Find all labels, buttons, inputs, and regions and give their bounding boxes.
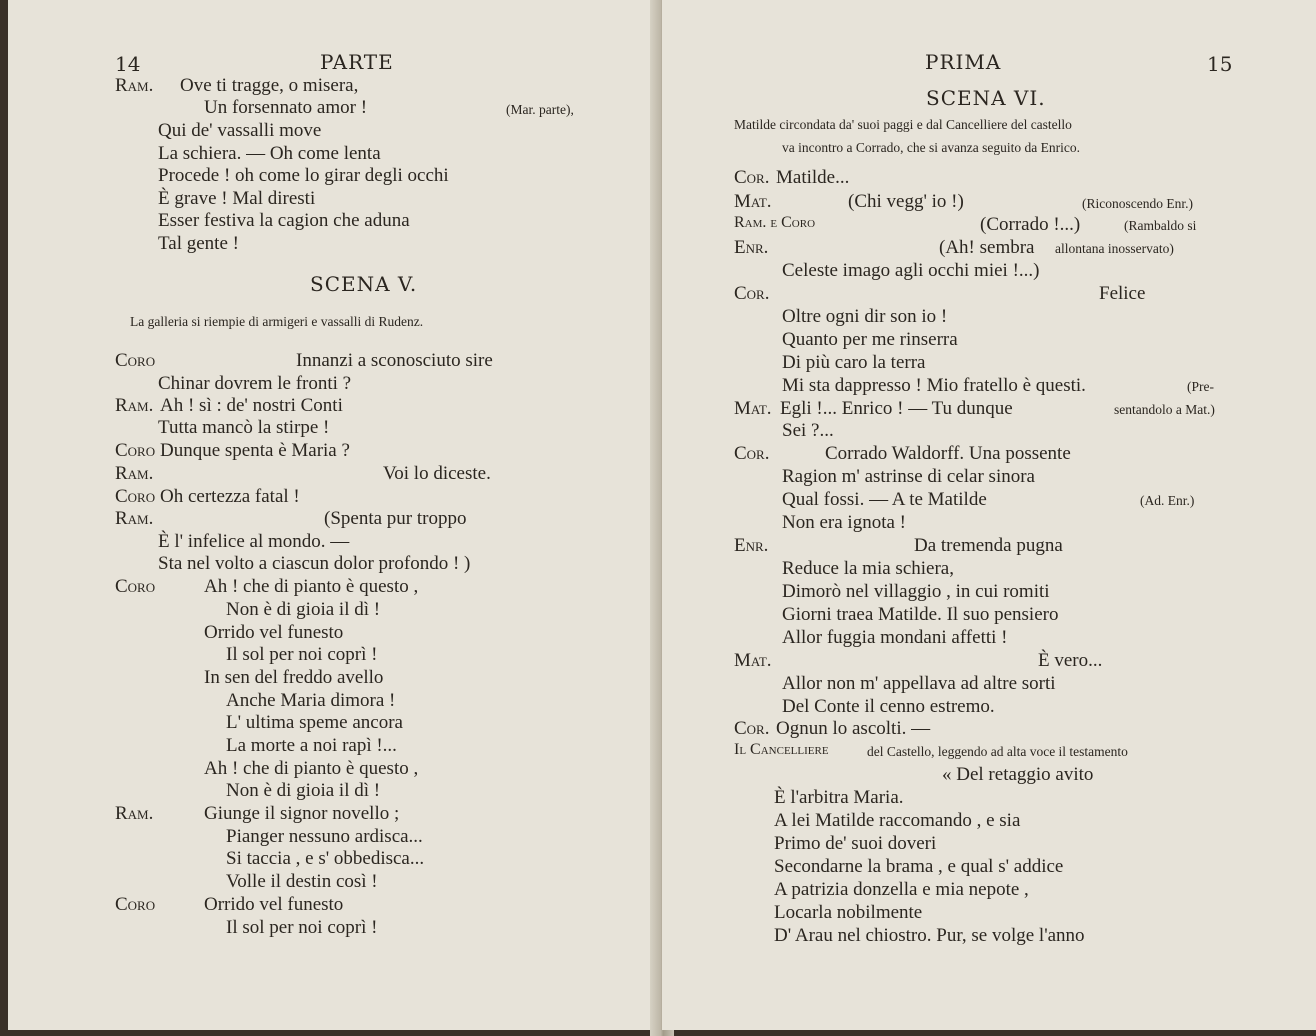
- verse-line: Oh certezza fatal !: [160, 486, 300, 507]
- verse-line: Chinar dovrem le fronti ?: [158, 373, 352, 394]
- verse-line: Egli !... Enrico ! — Tu dunque: [780, 398, 1013, 419]
- stage-note: (Mar. parte),: [506, 102, 574, 117]
- verse-line: (Spenta pur troppo: [324, 508, 467, 529]
- verse-line: Dimorò nel villaggio , in cui romiti: [782, 581, 1050, 602]
- stage-note: (Riconoscendo Enr.): [1082, 196, 1193, 211]
- verse-line: Il sol per noi coprì !: [226, 644, 378, 665]
- speaker-label: Coro: [115, 440, 156, 461]
- scene-title: SCENA V.: [310, 272, 418, 296]
- verse-line: Allor non m' appellava ad altre sorti: [782, 673, 1056, 694]
- stage-note: (Ad. Enr.): [1140, 493, 1195, 508]
- verse-line: Oltre ogni dir son io !: [782, 306, 948, 327]
- verse-line: È l' infelice al mondo. —: [158, 531, 350, 552]
- verse-line: È l'arbitra Maria.: [774, 787, 904, 808]
- verse-line: A patrizia donzella e mia nepote ,: [774, 879, 1029, 900]
- verse-line: Innanzi a sconosciuto sire: [296, 350, 493, 371]
- verse-line: Celeste imago agli occhi miei !...): [782, 260, 1040, 281]
- running-head: PRIMA: [925, 50, 1002, 74]
- speaker-label: Cor.: [734, 283, 770, 304]
- verse-line: A lei Matilde raccomando , e sia: [774, 810, 1021, 831]
- verse-line: Sta nel volto a ciascun dolor profondo ! ): [158, 553, 471, 574]
- verse-line: È grave ! Mal diresti: [158, 188, 316, 209]
- verse-line: Orrido vel funesto: [204, 894, 344, 915]
- stage-note: (Rambaldo si: [1124, 218, 1197, 233]
- stage-note: sentandolo a Mat.): [1114, 402, 1215, 417]
- verse-line: La schiera. — Oh come lenta: [158, 143, 381, 164]
- verse-line: Corrado Waldorff. Una possente: [825, 443, 1071, 464]
- speaker-label: Coro: [115, 486, 156, 507]
- verse-line: Tutta mancò la stirpe !: [158, 417, 330, 438]
- speaker-label: Ram. e Coro: [734, 214, 816, 231]
- verse-line: Giorni traea Matilde. Il suo pensiero: [782, 604, 1059, 625]
- verse-line: Allor fuggia mondani affetti !: [782, 627, 1008, 648]
- verse-line: Primo de' suoi doveri: [774, 833, 937, 854]
- speaker-label: Enr.: [734, 535, 769, 556]
- verse-line: Si taccia , e s' obbedisca...: [226, 848, 425, 869]
- speaker-label: Coro: [115, 576, 156, 597]
- speaker-label: Mat.: [734, 650, 772, 671]
- verse-line: È vero...: [1038, 650, 1103, 671]
- speaker-label: Enr.: [734, 237, 769, 258]
- verse-line: (Chi vegg' io !): [848, 191, 964, 212]
- verse-line: Pianger nessuno ardisca...: [226, 826, 423, 847]
- verse-line: Ah ! sì : de' nostri Conti: [160, 395, 343, 416]
- verse-line: Ragion m' astrinse di celar sinora: [782, 466, 1035, 487]
- verse-line: Da tremenda pugna: [914, 535, 1063, 556]
- right-page: [662, 0, 1316, 1030]
- verse-line: Orrido vel funesto: [204, 622, 344, 643]
- scene-direction: va incontro a Corrado, che si avanza seguito da Enrico.: [782, 140, 1081, 155]
- speaker-label: Coro: [115, 894, 156, 915]
- verse-line: Ah ! che di pianto è questo ,: [204, 758, 419, 779]
- verse-line: Ah ! che di pianto è questo ,: [204, 576, 419, 597]
- stage-note: del Castello, leggendo ad alta voce il testamento: [867, 744, 1128, 759]
- verse-line: Ognun lo ascolti. —: [776, 718, 931, 739]
- verse-line: Felice: [1099, 283, 1146, 304]
- verse-line: Non è di gioia il dì !: [226, 599, 381, 620]
- speaker-label: Cor.: [734, 167, 770, 188]
- verse-line: Reduce la mia schiera,: [782, 558, 954, 579]
- speaker-label: Coro: [115, 350, 156, 371]
- verse-line: Qui de' vassalli move: [158, 120, 322, 141]
- verse-line: Procede ! oh come lo girar degli occhi: [158, 165, 449, 186]
- running-head: PARTE: [320, 50, 394, 74]
- verse-line: Ove ti tragge, o misera,: [180, 75, 359, 96]
- scene-title: SCENA VI.: [926, 86, 1046, 110]
- verse-line: Volle il destin così !: [226, 871, 378, 892]
- scene-direction: La galleria si riempie di armigeri e vassalli di Rudenz.: [130, 314, 424, 329]
- speaker-label: Il Cancelliere: [734, 741, 829, 758]
- left-page: [8, 0, 658, 1030]
- stage-note: allontana inosservato): [1055, 241, 1174, 256]
- verse-line: D' Arau nel chiostro. Pur, se volge l'anno: [774, 925, 1085, 946]
- page-number: 14: [115, 52, 141, 76]
- verse-line: (Ah! sembra: [939, 237, 1035, 258]
- verse-line: Qual fossi. — A te Matilde: [782, 489, 987, 510]
- speaker-label: Ram.: [115, 75, 154, 96]
- verse-line: In sen del freddo avello: [204, 667, 384, 688]
- verse-line: Tal gente !: [158, 233, 239, 254]
- verse-line: Un forsennato amor !: [204, 97, 368, 118]
- scene-direction: Matilde circondata da' suoi paggi e dal Cancelliere del castello: [734, 117, 1072, 132]
- verse-line: Secondarne la brama , e qual s' addice: [774, 856, 1064, 877]
- stage-note: (Pre-: [1187, 379, 1214, 394]
- speaker-label: Ram.: [115, 803, 154, 824]
- verse-line: (Corrado !...): [980, 214, 1081, 235]
- verse-line: Anche Maria dimora !: [226, 690, 396, 711]
- verse-line: Locarla nobilmente: [774, 902, 923, 923]
- verse-line: Non è di gioia il dì !: [226, 780, 381, 801]
- verse-line: Esser festiva la cagion che aduna: [158, 210, 410, 231]
- verse-line: Di più caro la terra: [782, 352, 926, 373]
- verse-line: Voi lo diceste.: [383, 463, 491, 484]
- speaker-label: Mat.: [734, 398, 772, 419]
- speaker-label: Ram.: [115, 508, 154, 529]
- speaker-label: Cor.: [734, 443, 770, 464]
- verse-line: L' ultima speme ancora: [226, 712, 403, 733]
- verse-line: Dunque spenta è Maria ?: [160, 440, 350, 461]
- verse-line: Del Conte il cenno estremo.: [782, 696, 995, 717]
- verse-line: La morte a noi rapì !...: [226, 735, 397, 756]
- verse-line: Quanto per me rinserra: [782, 329, 958, 350]
- verse-line: Mi sta dappresso ! Mio fratello è questi.: [782, 375, 1086, 396]
- verse-line: « Del retaggio avito: [942, 764, 1094, 785]
- verse-line: Sei ?...: [782, 420, 834, 441]
- verse-line: Il sol per noi coprì !: [226, 917, 378, 938]
- speaker-label: Mat.: [734, 191, 772, 212]
- speaker-label: Cor.: [734, 718, 770, 739]
- verse-line: Non era ignota !: [782, 512, 906, 533]
- speaker-label: Ram.: [115, 395, 154, 416]
- page-number: 15: [1207, 52, 1233, 76]
- verse-line: Matilde...: [776, 167, 850, 188]
- speaker-label: Ram.: [115, 463, 154, 484]
- verse-line: Giunge il signor novello ;: [204, 803, 400, 824]
